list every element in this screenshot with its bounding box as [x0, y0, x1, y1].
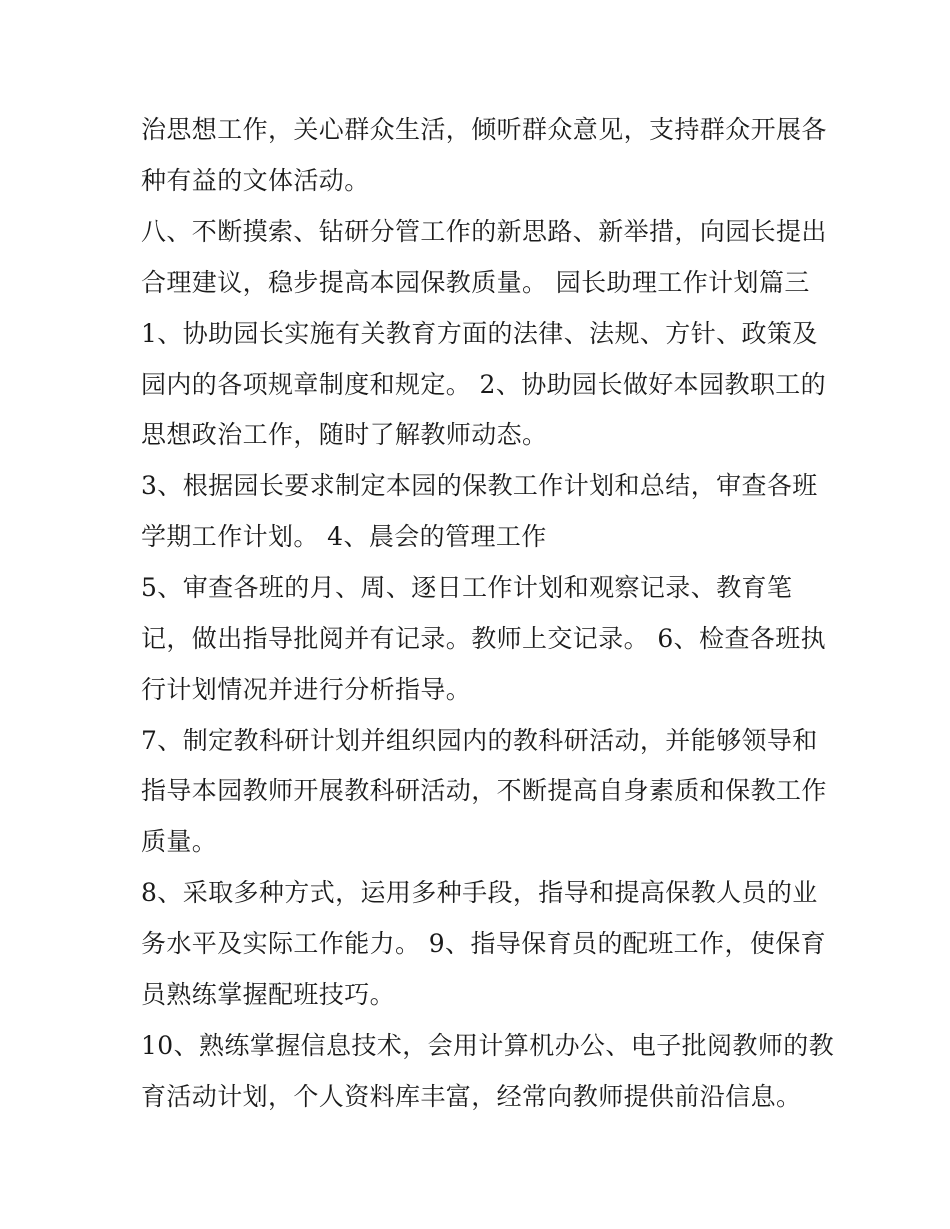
text-line: 思想政治工作，随时了解教师动态。 — [141, 420, 548, 449]
text-line: 育活动计划，个人资料库丰富，经常向教师提供前沿信息。 — [141, 1082, 802, 1111]
text-line: 种有益的文体活动。 — [141, 166, 370, 195]
text-line: 治思想工作，关心群众生活，倾听群众意见，支持群众开展各 — [141, 115, 827, 144]
text-line: 学期工作计划。 4、晨会的管理工作 — [141, 522, 547, 551]
text-line: 行计划情况并进行分析指导。 — [141, 675, 472, 704]
text-line: 5、审查各班的月、周、逐日工作计划和观察记录、教育笔 — [141, 573, 793, 602]
text-line: 合理建议，稳步提高本园保教质量。 园长助理工作计划篇三 — [141, 268, 810, 297]
text-line: 园内的各项规章制度和规定。 2、协助园长做好本园教职工的 — [141, 370, 827, 399]
text-line: 八、不断摸索、钻研分管工作的新思路、新举措，向园长提出 — [141, 217, 827, 246]
text-line: 8、采取多种方式，运用多种手段，指导和提高保教人员的业 — [141, 878, 818, 907]
text-line: 1、协助园长实施有关教育方面的法律、法规、方针、政策及 — [141, 319, 818, 348]
text-line: 指导本园教师开展教科研活动，不断提高自身素质和保教工作 — [141, 776, 827, 805]
text-line: 7、制定教科研计划并组织园内的教科研活动，并能够领导和 — [141, 726, 818, 755]
text-line: 员熟练掌握配班技巧。 — [141, 980, 396, 1009]
text-line: 记，做出指导批阅并有记录。教师上交记录。 6、检查各班执 — [141, 624, 827, 653]
text-line: 3、根据园长要求制定本园的保教工作计划和总结，审查各班 — [141, 471, 818, 500]
text-line: 质量。 — [141, 827, 218, 856]
text-line: 10、熟练掌握信息技术，会用计算机办公、电子批阅教师的教 — [141, 1031, 835, 1060]
text-line: 务水平及实际工作能力。 9、指导保育员的配班工作，使保育 — [141, 929, 827, 958]
